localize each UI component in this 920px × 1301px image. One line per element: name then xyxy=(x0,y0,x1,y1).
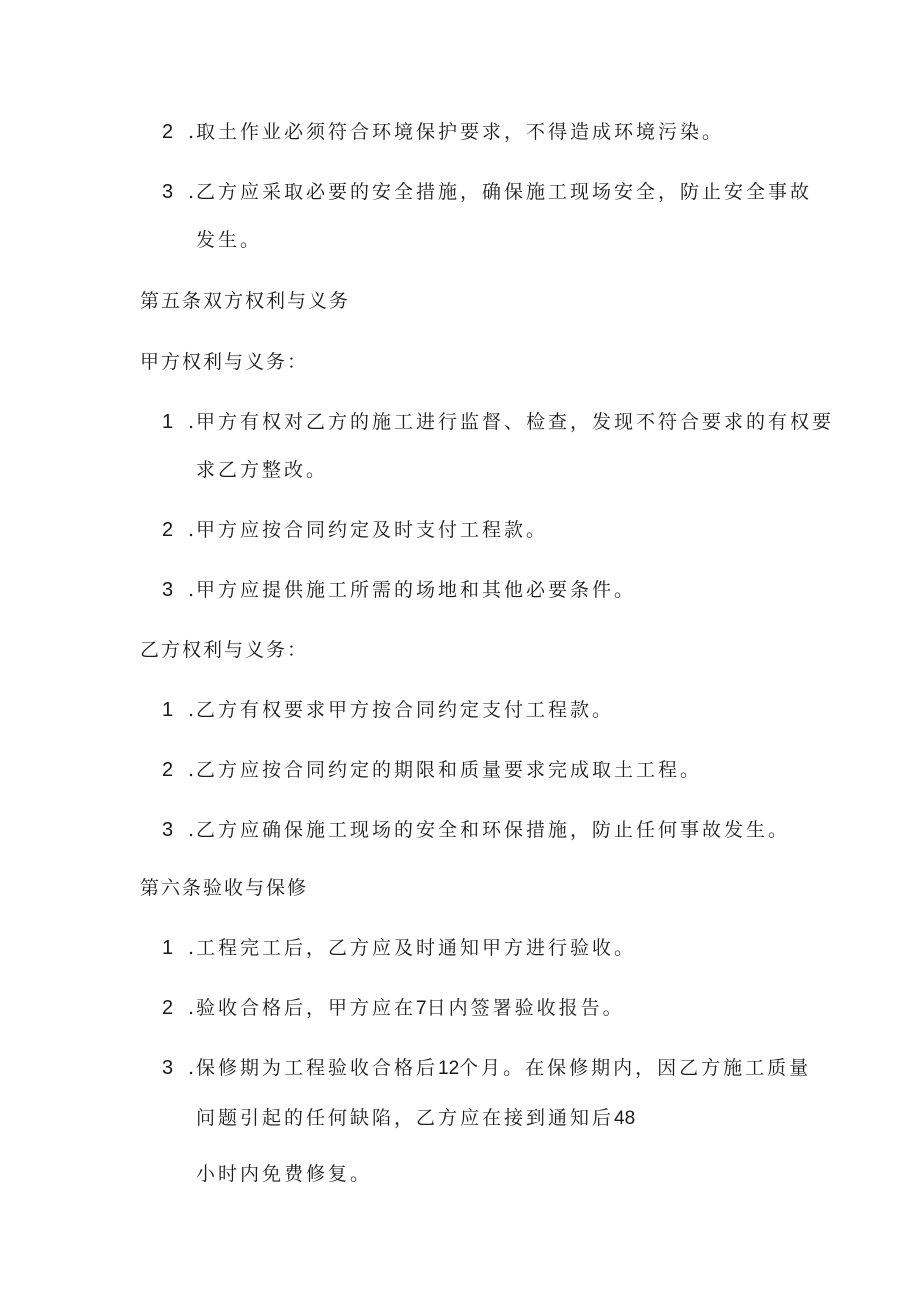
item-dot: . xyxy=(188,121,195,143)
list-item xyxy=(162,518,548,542)
item-text: 乙方有权要求甲方按合同约定支付工程款。 xyxy=(196,699,615,721)
item-number: 3 xyxy=(162,579,174,601)
item-continuation: 小时内免费修复。 xyxy=(196,1163,373,1185)
list-item xyxy=(162,410,834,434)
item-dot: . xyxy=(188,997,195,1019)
list-item xyxy=(162,120,724,144)
item-dot: . xyxy=(188,579,195,601)
party-a-heading: 甲方权利与义务： xyxy=(140,351,309,373)
item-number-inline: 7 xyxy=(416,998,427,1019)
item-dot: . xyxy=(188,1057,195,1079)
item-dot: . xyxy=(188,519,195,541)
list-item xyxy=(162,758,702,782)
item-number-inline: 12 xyxy=(438,1058,460,1079)
item-text: 乙方应采取必要的安全措施，确保施工现场安全，防止安全事故 xyxy=(196,181,813,203)
item-dot: . xyxy=(188,181,195,203)
item-number: 1 xyxy=(162,937,174,959)
item-continuation: 发生。 xyxy=(196,229,263,251)
item-text: 甲方应按合同约定及时支付工程款。 xyxy=(196,519,549,541)
item-text: 验收合格后，甲方应在 xyxy=(196,997,417,1019)
list-item xyxy=(162,180,812,204)
list-item xyxy=(162,1056,811,1081)
item-text: 工程完工后，乙方应及时通知甲方进行验收。 xyxy=(196,937,637,959)
item-text: 取土作业必须符合环境保护要求，不得造成环境污染。 xyxy=(196,121,725,143)
item-number: 2 xyxy=(162,121,174,143)
item-text: 日内签署验收报告。 xyxy=(426,997,625,1019)
item-text: 问题引起的任何缺陷，乙方应在接到通知后 xyxy=(196,1107,615,1129)
item-number: 1 xyxy=(162,699,174,721)
item-continuation: 求乙方整改。 xyxy=(196,459,329,481)
item-text: 甲方有权对乙方的施工进行监督、检查，发现不符合要求的有权要 xyxy=(196,411,835,433)
item-dot: . xyxy=(188,937,195,959)
list-item xyxy=(162,818,790,842)
list-item xyxy=(162,698,614,722)
item-number: 2 xyxy=(162,759,174,781)
item-number-inline: 48 xyxy=(614,1108,636,1129)
item-text: 乙方应按合同约定的期限和质量要求完成取土工程。 xyxy=(196,759,703,781)
item-text: 甲方应提供施工所需的场地和其他必要条件。 xyxy=(196,579,637,601)
section-title: 第五条双方权利与义务 xyxy=(140,290,351,312)
list-item xyxy=(162,578,636,602)
item-number: 3 xyxy=(162,819,174,841)
list-item xyxy=(162,936,636,960)
item-text: 个月。在保修期内，因乙方施工质量 xyxy=(459,1057,812,1079)
item-text: 保修期为工程验收合格后 xyxy=(196,1057,439,1079)
item-text: 乙方应确保施工现场的安全和环保措施，防止任何事故发生。 xyxy=(196,819,791,841)
item-dot: . xyxy=(188,411,195,433)
item-number: 3 xyxy=(162,1057,174,1079)
item-number: 2 xyxy=(162,519,174,541)
list-item xyxy=(162,996,625,1021)
item-number: 1 xyxy=(162,411,174,433)
item-dot: . xyxy=(188,759,195,781)
item-dot: . xyxy=(188,819,195,841)
party-b-heading: 乙方权利与义务： xyxy=(140,639,309,661)
item-continuation xyxy=(196,1106,635,1131)
item-number: 3 xyxy=(162,181,174,203)
item-number: 2 xyxy=(162,997,174,1019)
section-title: 第六条验收与保修 xyxy=(140,877,309,899)
item-dot: . xyxy=(188,699,195,721)
